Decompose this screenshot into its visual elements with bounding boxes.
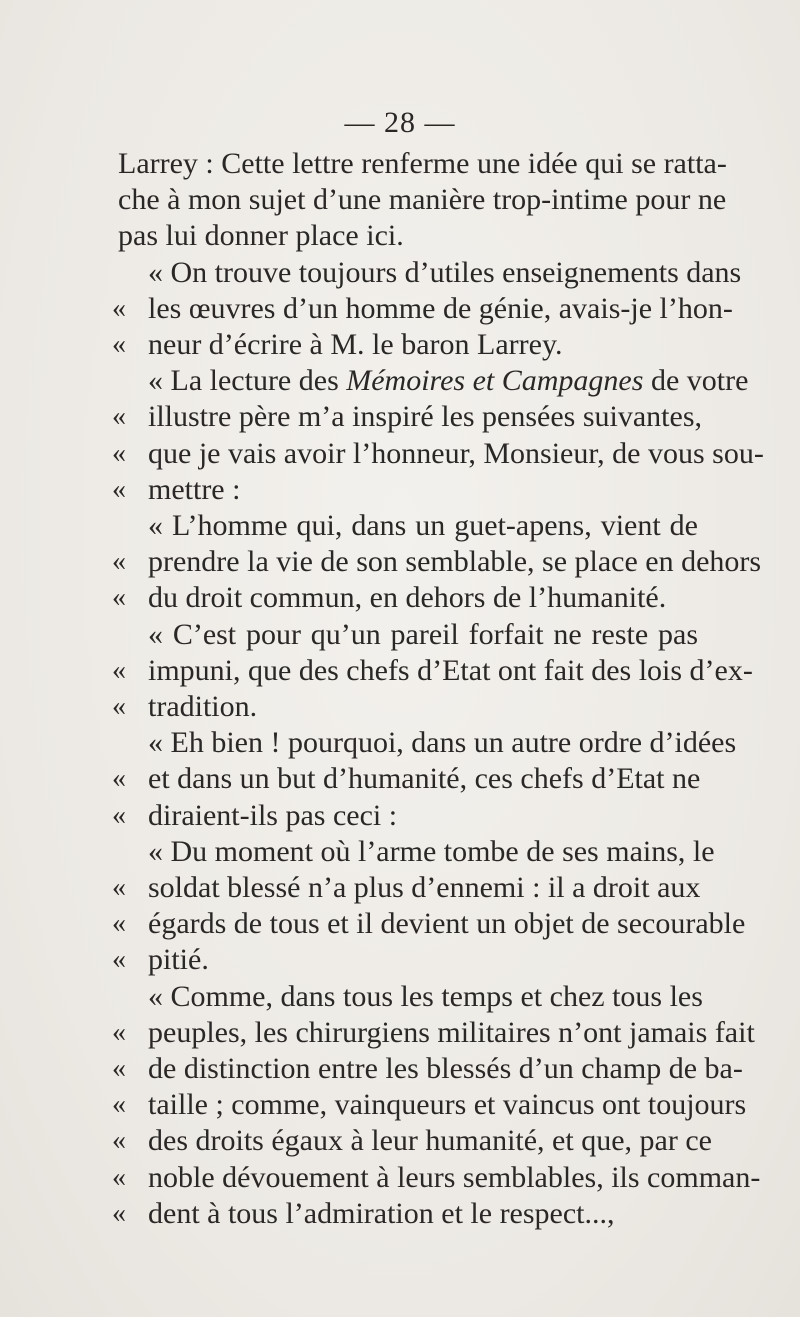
text-line: « C’est pour qu’un pareil forfait ne reste pas — [148, 618, 698, 651]
text-line: les œuvres d’un homme de génie, avais-je l’hon- — [148, 292, 733, 325]
quote-mark: « — [112, 1125, 126, 1156]
text-line: mettre : — [148, 473, 241, 506]
text-line: dent à tous l’admiration et le respect..., — [148, 1197, 615, 1230]
text-line: soldat blessé n’a plus d’ennemi : il a droit aux — [148, 871, 701, 904]
text-line: impuni, que des chefs d’Etat ont fait des lois d’ex- — [148, 654, 753, 687]
text-line: « L’homme qui, dans un guet-apens, vient de — [148, 509, 698, 542]
quote-mark: « — [112, 1198, 126, 1229]
text-line: prendre la vie de son semblable, se place en dehors — [148, 545, 762, 578]
quote-mark: « — [112, 763, 126, 794]
quote-mark: « — [112, 908, 126, 939]
text-line: diraient-ils pas ceci : — [148, 799, 398, 832]
text-line: Larrey : Cette lettre renferme une idée qui se ratta- — [118, 147, 727, 180]
quote-mark: « — [112, 1162, 126, 1193]
quote-mark: « — [112, 293, 126, 324]
text-line — [148, 363, 749, 399]
text-line: pitié. — [148, 943, 209, 976]
text-segment: de votre — [643, 364, 749, 397]
text-line: « Eh bien ! pourquoi, dans un autre ordre d’idées — [148, 726, 737, 759]
quote-mark: « — [112, 546, 126, 577]
text-line: neur d’écrire à M. le baron Larrey. — [148, 328, 563, 361]
text-line: et dans un but d’humanité, ces chefs d’Etat ne — [148, 762, 701, 795]
text-line: égards de tous et il devient un objet de secourable — [148, 907, 746, 940]
text-line: illustre père m’a inspiré les pensées suivantes, — [148, 400, 703, 433]
quote-mark: « — [112, 1089, 126, 1120]
text-line: des droits égaux à leur humanité, et que, par ce — [148, 1124, 712, 1157]
text-line: pas lui donner place ici. — [118, 219, 404, 252]
text-line: du droit commun, en dehors de l’humanité. — [148, 581, 667, 614]
text-line: noble dévouement à leurs semblables, ils comman- — [148, 1161, 761, 1194]
text-line: « On trouve toujours d’utiles enseignements dans — [148, 256, 742, 289]
text-line: de distinction entre les blessés d’un champ de ba- — [148, 1052, 743, 1085]
quote-mark: « — [112, 872, 126, 903]
quote-mark: « — [112, 438, 126, 469]
text-line: che à mon sujet d’une manière trop-intime pour ne — [118, 183, 727, 216]
italic-title: Mémoires et Campagnes — [346, 364, 644, 397]
quote-mark: « — [112, 944, 126, 975]
page-number: — 28 — — [344, 106, 456, 139]
text-line: que je vais avoir l’honneur, Monsieur, de vous sou- — [148, 437, 764, 470]
quote-mark: « — [112, 474, 126, 505]
text-line: « Du moment où l’arme tombe de ses mains, le — [148, 835, 715, 868]
quote-mark: « — [112, 1053, 126, 1084]
text-line: taille ; comme, vainqueurs et vaincus ont toujours — [148, 1088, 747, 1121]
text-segment: « La lecture des — [148, 364, 347, 397]
text-line: peuples, les chirurgiens militaires n’ont jamais fait — [148, 1016, 755, 1049]
quote-mark: « — [112, 582, 126, 613]
text-line: tradition. — [148, 690, 258, 723]
quote-mark: « — [112, 800, 126, 831]
quote-mark: « — [112, 401, 126, 432]
text-line: « Comme, dans tous les temps et chez tous les — [148, 980, 703, 1013]
quote-mark: « — [112, 1017, 126, 1048]
quote-mark: « — [112, 329, 126, 360]
quote-mark: « — [112, 691, 126, 722]
quote-mark: « — [112, 655, 126, 686]
